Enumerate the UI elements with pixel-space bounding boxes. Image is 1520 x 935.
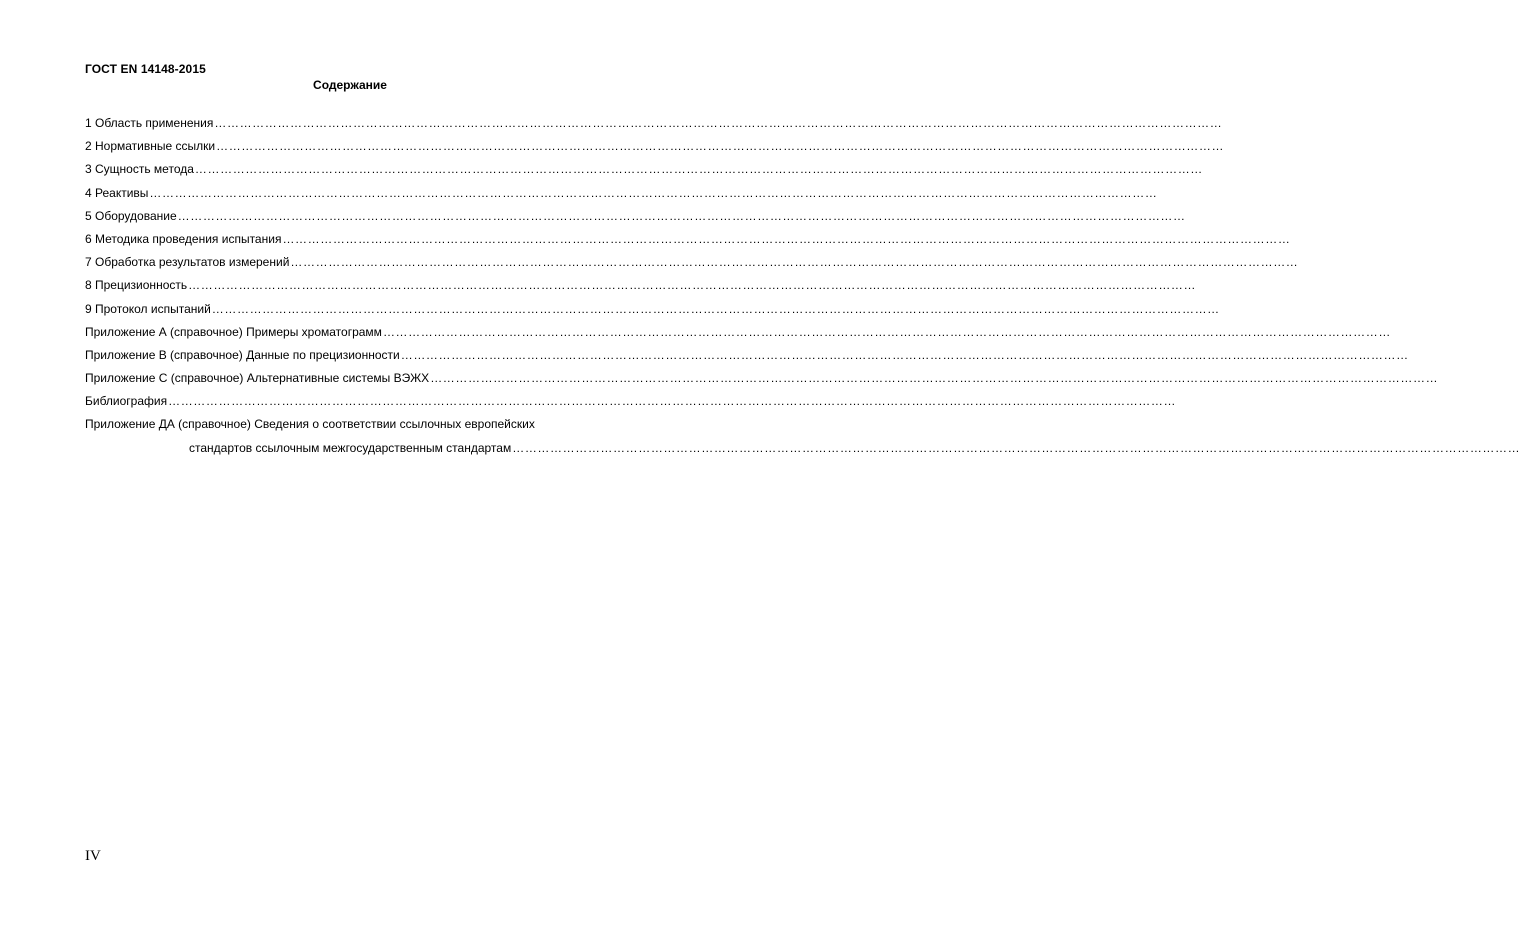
toc-entry-label: Приложение В (справочное) Данные по прецизионности <box>85 347 400 362</box>
toc-entry-label: 3 Сущность метода <box>85 162 194 177</box>
dot-leader: …………………………………………………………………………………………………………………………………………………………………………………………………………………… <box>382 324 1391 339</box>
table-of-contents <box>85 116 1520 464</box>
toc-entry-label: Библиография <box>85 394 168 409</box>
toc-entry-annex-da-continued[interactable] <box>85 440 1520 464</box>
dot-leader: …………………………………………………………………………………………………………………………………………………………………………………………………………………… <box>188 278 1197 293</box>
document-code: ГОСТ EN 14148-2015 <box>85 62 206 76</box>
toc-entry-references[interactable] <box>85 139 1225 162</box>
page-number: IV <box>85 848 101 864</box>
toc-entry-label: 8 Прецизионность <box>85 278 188 293</box>
dot-leader: …………………………………………………………………………………………………………………………………………………………………………………………………………………… <box>400 347 1409 362</box>
dot-leader: …………………………………………………………………………………………………………………………………………………………………………………………………………………… <box>168 394 1177 409</box>
dot-leader: …………………………………………………………………………………………………………………………………………………………………………………………………………………… <box>282 231 1291 246</box>
toc-entry-label: Приложение А (справочное) Примеры хроматограмм <box>85 324 382 339</box>
toc-entry-reagents[interactable] <box>85 185 1158 209</box>
toc-entry-label: 9 Протокол испытаний <box>85 301 211 316</box>
toc-entry-label: 7 Обработка результатов измерений <box>85 255 290 270</box>
toc-entry-label: 5 Оборудование <box>85 208 177 223</box>
toc-entry-annex-a[interactable] <box>85 324 1391 348</box>
toc-entry-label: Приложение С (справочное) Альтернативные системы ВЭЖХ <box>85 371 430 386</box>
toc-entry-annex-da[interactable] <box>85 417 615 440</box>
toc-entry-calculation[interactable] <box>85 255 1299 278</box>
toc-entry-label: Приложение ДА (справочное) Сведения о соответствии ссылочных европейских <box>85 417 535 432</box>
toc-entry-bibliography[interactable] <box>85 394 1177 417</box>
toc-entry-label: 4 Реактивы <box>85 185 149 200</box>
dot-leader: …………………………………………………………………………………………………………………………………………………………………………………………………………………… <box>512 440 1520 455</box>
toc-entry-label: стандартов ссылочным межгосударственным стандартам <box>189 440 512 455</box>
dot-leader: …………………………………………………………………………………………………………………………………………………………………………………………………………………… <box>149 185 1158 200</box>
toc-entry-scope[interactable] <box>85 116 1223 139</box>
toc-entry-precision[interactable] <box>85 278 1197 301</box>
toc-entry-annex-c[interactable] <box>85 371 1439 394</box>
dot-leader: …………………………………………………………………………………………………………………………………………………………………………………………………………………… <box>177 208 1186 223</box>
toc-entry-label: 1 Область применения <box>85 116 214 130</box>
dot-leader: …………………………………………………………………………………………………………………………………………………………………………………………………………………… <box>214 116 1223 130</box>
dot-leader: …………………………………………………………………………………………………………………………………………………………………………………………………………………… <box>211 301 1220 316</box>
toc-entry-procedure[interactable] <box>85 231 1291 255</box>
dot-leader: …………………………………………………………………………………………………………………………………………………………………………………………………………………… <box>430 371 1439 386</box>
dot-leader: …………………………………………………………………………………………………………………………………………………………………………………………………………………… <box>216 139 1225 154</box>
dot-leader: …………………………………………………………………………………………………………………………………………………………………………………………………………………… <box>194 162 1203 177</box>
toc-title: Содержание <box>313 78 387 92</box>
toc-entry-label: 2 Нормативные ссылки <box>85 139 216 154</box>
dot-leader: …………………………………………………………………………………………………………………………………………………………………………………………………………………… <box>290 255 1299 270</box>
toc-entry-principle[interactable] <box>85 162 1203 185</box>
toc-entry-label: 6 Методика проведения испытания <box>85 231 282 246</box>
toc-entry-apparatus[interactable] <box>85 208 1186 232</box>
toc-entry-annex-b[interactable] <box>85 347 1409 371</box>
toc-entry-test-report[interactable] <box>85 301 1220 325</box>
